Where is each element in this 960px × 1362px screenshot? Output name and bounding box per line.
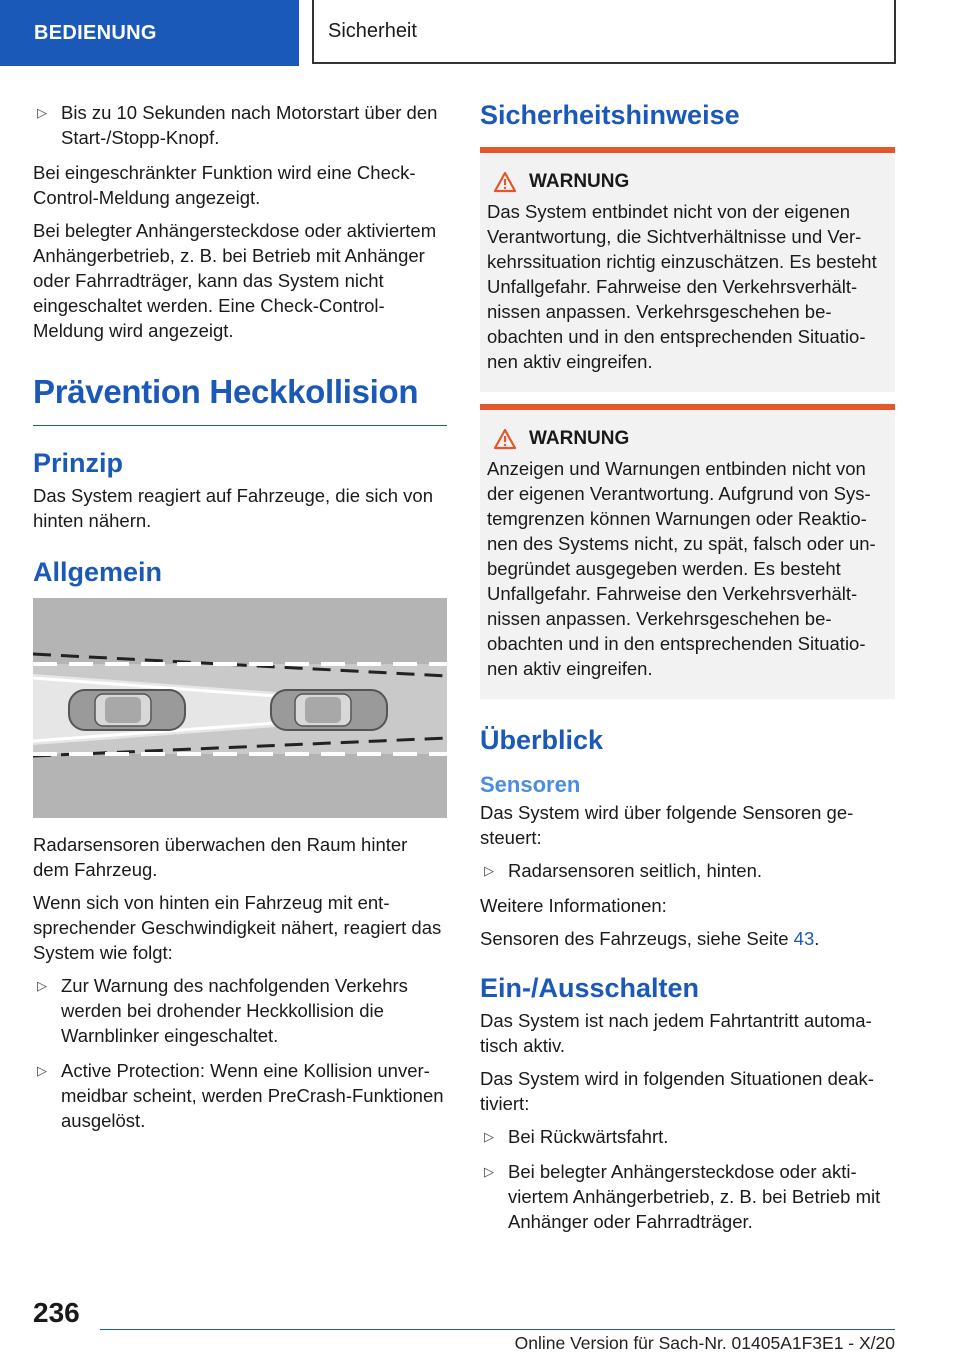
list-item	[33, 1058, 447, 1133]
list-item-text: Bei belegter Anhängersteckdose oder aktiviertem Anhängerbetrieb, z. B. bei Betrieb mit Anhänger oder Fahrradträger.	[508, 1161, 881, 1232]
section-heading-sicherheitshinweise: Sicherheitshinweise	[480, 100, 740, 130]
warning-title	[487, 171, 887, 193]
illustration-svg	[33, 598, 447, 818]
warning-text: Das System entbindet nicht von der eigenen Verantwortung, die Sichtverhältnisse und Verkehrssituation richtig einzuschätzen. Es besteht Unfallgefahr. Fahrweise den Verkehrsverhältnissen anpassen. Verkehrsgeschehen beobachten und in den entsprechenden Situationen aktiv eingreifen.	[487, 201, 877, 372]
list-item	[33, 973, 447, 1048]
warning-title-text: WARNUNG	[529, 171, 630, 192]
chapter-heading: Prävention Heckkollision	[33, 373, 419, 410]
rear-car-icon	[69, 690, 185, 730]
page-link[interactable]: 43	[793, 928, 815, 949]
triangle-bullet-icon: ▷	[37, 105, 47, 120]
cross-reference-end: .	[814, 928, 820, 949]
list-item	[480, 858, 895, 883]
footer-text: Online Version für Sach-Nr. 01405A1F3E1 - X/20	[514, 1333, 895, 1353]
warning-box	[480, 147, 895, 392]
triangle-bullet-icon: ▷	[37, 978, 47, 993]
list-item	[480, 1159, 895, 1234]
paragraph: Weitere Informationen:	[480, 895, 667, 916]
warning-triangle-icon	[493, 428, 517, 450]
own-car-icon	[271, 690, 387, 730]
warning-box	[480, 404, 895, 699]
cross-reference	[480, 926, 895, 951]
section-heading-einaus: Ein-/Ausschalten	[480, 973, 700, 1003]
paragraph: Das System ist nach jedem Fahrtantritt automatisch aktiv.	[480, 1010, 872, 1056]
list-item-text: Active Protection: Wenn eine Kollision unvermeidbar scheint, werden PreCrash-Funktionen ausgelöst.	[61, 1060, 444, 1131]
triangle-bullet-icon: ▷	[37, 1063, 47, 1078]
subsection-heading-sensoren: Sensoren	[480, 772, 581, 797]
section-label: Sicherheit	[328, 19, 417, 42]
list-item-text: Zur Warnung des nachfolgenden Verkehrs werden bei drohender Heckkollision die Warnblinker eingeschaltet.	[61, 975, 408, 1046]
page-header	[0, 0, 960, 66]
heading-rule	[33, 425, 447, 426]
triangle-bullet-icon: ▷	[484, 1129, 494, 1144]
list-item	[33, 100, 447, 150]
chapter-label: BEDIENUNG	[34, 21, 157, 44]
paragraph: Das System wird über folgende Sensoren gesteuert:	[480, 802, 854, 848]
list-item-text: Radarsensoren seitlich, hinten.	[508, 860, 763, 881]
warning-triangle-icon	[493, 171, 517, 193]
page-number: 236	[33, 1297, 80, 1328]
warning-title	[487, 428, 887, 450]
rear-collision-illustration	[33, 598, 447, 818]
paragraph: Bei eingeschränkter Funktion wird eine Check-Control-Meldung angezeigt.	[33, 162, 416, 208]
paragraph: Bei belegter Anhängersteckdose oder aktiviertem Anhängerbetrieb, z. B. bei Betrieb mit Anhänger oder Fahrradträger, kann das System nicht eingeschaltet werden. Eine Check-Control-Meldung wird angezeigt.	[33, 220, 437, 341]
paragraph: Wenn sich von hinten ein Fahrzeug mit entsprechender Geschwindigkeit nähert, reagiert das System wie folgt:	[33, 892, 442, 963]
section-heading-ueberblick: Überblick	[480, 725, 604, 755]
left-column	[33, 100, 447, 1143]
footer-rule	[100, 1329, 895, 1330]
warning-text: Anzeigen und Warnungen entbinden nicht von der eigenen Verantwortung. Aufgrund von Systemgrenzen können Warnungen oder Reaktionen des Systems nicht, zu spät, falsch oder unbegründet ausgegeben werden. Es besteht Unfallgefahr. Fahrweise den Verkehrsverhältnissen anpassen. Verkehrsgeschehen beobachten und in den entsprechenden Situationen aktiv eingreifen.	[487, 458, 876, 679]
paragraph: Radarsensoren überwachen den Raum hinter dem Fahrzeug.	[33, 834, 408, 880]
warning-title-text: WARNUNG	[529, 428, 630, 449]
cross-reference-text: Sensoren des Fahrzeugs, siehe Seite	[480, 928, 794, 949]
section-heading-allgemein: Allgemein	[33, 557, 163, 587]
paragraph: Das System wird in folgenden Situationen deaktiviert:	[480, 1068, 874, 1114]
chapter-tab	[0, 0, 299, 66]
paragraph: Das System reagiert auf Fahrzeuge, die sich von hinten nähern.	[33, 485, 433, 531]
triangle-bullet-icon: ▷	[484, 863, 494, 878]
section-heading-prinzip: Prinzip	[33, 448, 124, 478]
section-tab	[312, 0, 896, 64]
list-item-text: Bei Rückwärtsfahrt.	[508, 1126, 669, 1147]
right-column	[480, 100, 895, 1244]
list-item-text: Bis zu 10 Sekunden nach Motorstart über den Start-/Stopp-Knopf.	[61, 102, 438, 148]
triangle-bullet-icon: ▷	[484, 1164, 494, 1179]
list-item	[480, 1124, 895, 1149]
